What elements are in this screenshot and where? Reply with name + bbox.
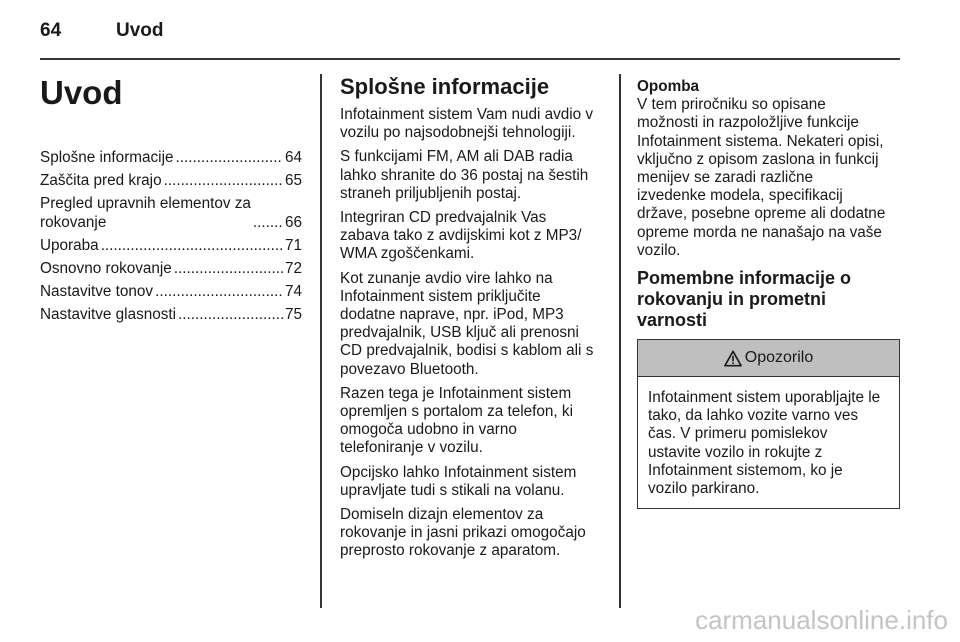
toc-entry-title: Zaščita pred krajo (40, 172, 162, 189)
watermark-text: carmanualsonline.info (695, 605, 948, 635)
warning-body (638, 377, 899, 508)
toc-entry[interactable] (40, 236, 302, 255)
toc-entry[interactable] (40, 282, 302, 301)
warning-label: Opozorilo (744, 349, 814, 367)
table-of-contents (40, 148, 302, 324)
paragraph: Razen tega je Infotainment sistem opremljen s portalom za telefon, ki omogoča udobno in varno telefoniranje v vozilu. (340, 384, 573, 457)
toc-entry[interactable] (40, 305, 302, 324)
toc-leader-dots (178, 305, 283, 324)
toc-leader-dots (155, 282, 283, 301)
note-title: Opomba (637, 78, 700, 95)
toc-entry[interactable] (40, 148, 302, 167)
toc-entry-page: 66 (284, 214, 302, 231)
page-number: 64 (40, 20, 62, 41)
paragraph: Infotainment sistem Vam nudi avdio v vozilu po najsodobnejši tehnologiji. (340, 106, 594, 142)
safety-heading: Pomembne informacije o rokovanju in prometni varnosti (637, 268, 852, 331)
toc-leader-dots (101, 236, 283, 255)
warning-header (638, 340, 899, 377)
paragraph: Integriran CD predvajalnik Vas zabava tako z avdijskimi kot z MP3/ WMA zgoščenkami. (340, 209, 582, 263)
warning-box (637, 339, 900, 509)
paragraph: S funkcijami FM, AM ali DAB radia lahko shranite do 36 postaj na šestih straneh priljubljenih postaj. (340, 148, 589, 202)
toc-entry-page: 65 (284, 172, 302, 189)
column-divider (619, 74, 621, 608)
toc-column (40, 70, 302, 328)
note-and-safety-column (637, 70, 900, 509)
toc-entry-page: 75 (284, 306, 302, 323)
paragraph: Domiseln dizajn elementov za rokovanje in jasni prikazi omogočajo preprosto rokovanje z aparatom. (340, 506, 586, 560)
header-rule (40, 58, 900, 60)
toc-entry-title: Osnovno rokovanje (40, 260, 172, 277)
note-text: V tem priročniku so opisane možnosti in razpoložljive funkcije Infotainment sistema. Nekateri opisi, vključno z opisom zaslona in funkcij menijev se zaradi različne izvedenke modela, specifikacij države, posebne opreme ali dodatne opreme morda ne nanašajo na vaše vozilo. (637, 96, 886, 259)
paragraph: Kot zunanje avdio vire lahko na Infotainment sistem priključite dodatne naprave, npr. iPod, MP3 predvajalnik, USB ključ ali prenosni CD predvajalnik, bodisi s kablom ali s povezavo Bluetooth. (340, 269, 594, 378)
general-info-column (340, 70, 602, 567)
toc-leader-dots (164, 171, 283, 190)
toc-entry-title: Nastavitve tonov (40, 283, 154, 300)
toc-entry-page: 71 (284, 237, 302, 254)
warning-text: Infotainment sistem uporabljajte le tako, da lahko vozite varno ves čas. V primeru pomislekov ustavite vozilo in rokujte z Infotainment sistemom, ko je vozilo parkirano. (648, 389, 881, 498)
toc-entry[interactable] (40, 171, 302, 190)
toc-leader-dots (253, 213, 283, 232)
toc-entry-title: Pregled upravnih elementov za rokovanje (40, 195, 251, 231)
toc-entry-page: 74 (284, 283, 302, 300)
toc-entry-title: Uporaba (40, 237, 99, 254)
toc-entry-title: Nastavitve glasnosti (40, 306, 177, 323)
section-heading: Splošne informacije (340, 74, 550, 99)
toc-leader-dots (174, 259, 283, 278)
toc-entry-page: 64 (284, 149, 302, 166)
running-section-title: Uvod (116, 20, 164, 41)
toc-entry[interactable] (40, 194, 302, 232)
toc-entry-page: 72 (284, 260, 302, 277)
toc-entry-title: Splošne informacije (40, 149, 174, 166)
warning-triangle-icon (724, 350, 742, 367)
toc-entry[interactable] (40, 259, 302, 278)
toc-leader-dots (176, 148, 283, 167)
column-divider (320, 74, 322, 608)
chapter-title: Uvod (40, 74, 123, 111)
paragraph: Opcijsko lahko Infotainment sistem upravljate tudi s stikali na volanu. (340, 463, 577, 499)
